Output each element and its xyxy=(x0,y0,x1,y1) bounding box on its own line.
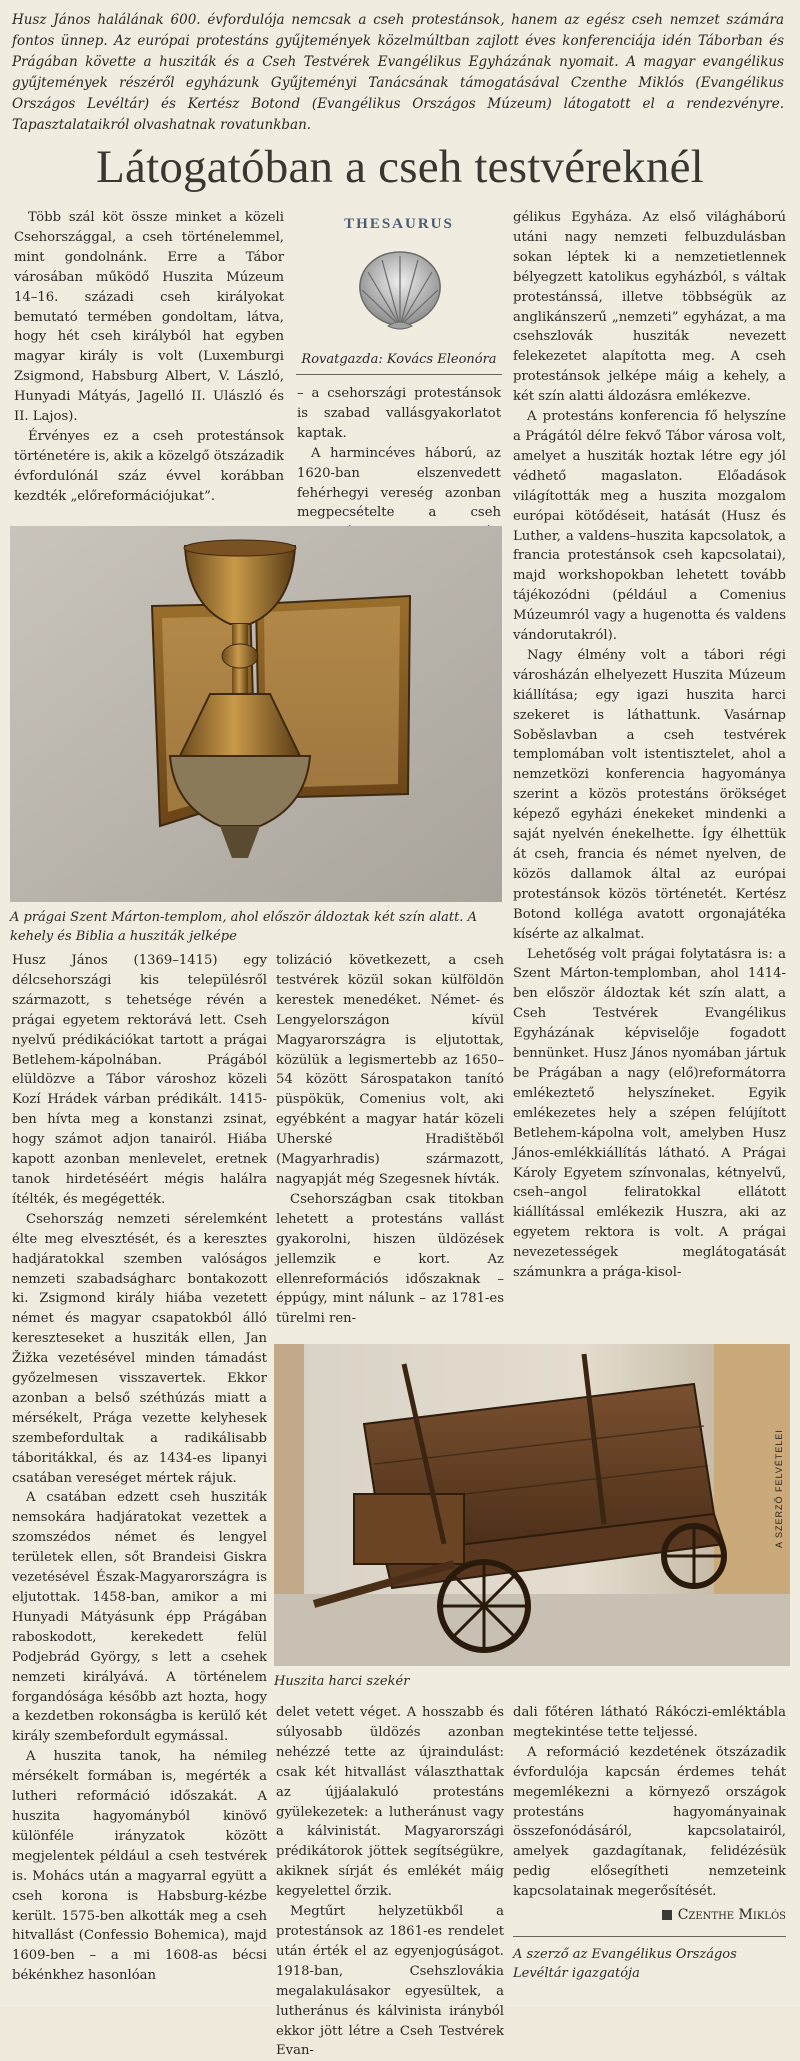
paragraph: delet vetett véget. A hosszabb és súlyosabb üldözés azonban nehézzé tette az újraindulást: csak két hitvallást választhattak az újjáalakuló protestáns gyülekezetek: a lutheránust vagy a kálvinistát. Magyarországi prédikátorok jöttek segítségükre, akiknek sírját és emlékét máig kegyelettel őrzik. xyxy=(276,1705,504,1900)
paragraph: Csehországban csak titokban lehetett a protestáns vallást gyakorolni, hiszen üldözések jellemzik e kort. Az ellenreformációs időszaknak – éppúgy, mint nálunk – az 1781-es türelmi ren- xyxy=(276,1191,504,1327)
lead-paragraph: Husz János halálának 600. évfordulója nemcsak a cseh protestánsok, hanem az egész cseh nemzet számára fontos ünnep. Az európai protestáns gyűjtemények közelmúltban zajlott éves konferenciája idén Táborban és Prágában követte a husziták és a Cseh Testvérek Evangélikus Egyházának nyomait. A magyar evangélikus gyűjtemények részéről egyházunk Gyűjteményi Tanácsának támogatásával Czenthe Miklós (Evangélikus Országos Levéltár) és Kertész Botond (Evangélikus Országos Múzeum) látogatott el a rendezvényre. Tapasztalataikról olvashatnak rovatunkban. xyxy=(12,12,784,133)
paragraph: Több szál köt össze minket a közeli Csehországgal, a cseh történelemmel, mint gondolnánk. Erre a Tábor városában működő Huszita Múzeum 14–16. századi cseh királyokat bemutató termében gondoltam, látva, hogy hét cseh királyból hat egyben magyar király is volt (Luxemburgi Zsigmond, Habsburg Albert, V. László, Hunyadi Mátyás, Jagelló II. Ulászló és II. Lajos). xyxy=(14,210,284,425)
paragraph: gélikus Egyháza. Az első világháború utáni nagy nemzeti felbuzdulásban sokan léptek ki a nemzetietlennek bélyegzett katolikus egyházból, s váltak protestánssá, illetve többségük az anglikánszerű „nemzeti” egyházat, a ma csehszlovák husziták nevezett felekezetet alapította meg. A cseh protestánsok jelképe máig a kehely, a két szín alatti áldozásra emlékezve. xyxy=(513,210,786,405)
square-icon xyxy=(662,1910,672,1920)
headline: Látogatóban a cseh testvéreknél xyxy=(96,141,704,193)
column-editor: Rovatgazda: Kovács Eleonóra xyxy=(301,352,497,367)
paragraph: Nagy élmény volt a tábori régi városházán elhelyezett Huszita Múzeum kiállítása; egy igazi huszita harci szekeret is láthattunk. Vasárnap Soběslavban a cseh testvérek templomában volt istentisztelet, ahol a nemzetközi konferencia hagyománya szerint a közös protestáns örökséget képező egyházi énekeket mindenki a saját nyelvén énekelhette. Így élhettük át cseh, francia és német nyelven, de közös dallamok által az európai protestánsok közös történetét. Kertész Botond kolléga avatott orgonajátéka kísérte az alkalmat. xyxy=(513,647,786,942)
photo-caption: Huszita harci szekér xyxy=(274,1674,410,1689)
col1-top xyxy=(14,208,284,507)
divider xyxy=(296,374,502,375)
column-name: THESAURUS xyxy=(344,216,454,232)
photo-caption: A prágai Szent Márton-templom, ahol először áldoztak két szín alatt. A kehely és Biblia a husziták jelképe xyxy=(10,910,477,944)
paragraph: Lehetőség volt prágai folytatásra is: a Szent Márton-templomban, ahol 1414-ben először áldoztak két szín alatt, a Cseh Testvérek Evangélikus Egyházának képviselője fogadott bennünket. Husz János nyomában jártuk be Prágában a nagy (elő)reformátorra emlékeztető helyszíneket. Egyik emlékezetes hely a szépen felújított Betlehem-kápolna volt, amelyben Husz János-emlékkiállítás látható. A Prágai Károly Egyetem színvonalas, kétnyelvű, cseh–angol feliratokkal ellátott kiállítással emlékezik Huszra, aki az egyetem rektora is volt. A prágai nevezetességek meglátogatását számunkra a prága-kisol- xyxy=(513,946,786,1281)
paragraph: A protestáns konferencia fő helyszíne a Prágától délre fekvő Tábor városa volt, amelyet a husziták hoztak létre egy jól védhető magaslaton. Előadások világították meg a huszita mozgalom európai kötődéseit, hatását (Husz és Luther, a valdens–huszita kapcsolatok, a francia protestánsok cseh kapcsolatai), majd workshopokban lehetett tovább tájékozódni (például a Comenius Múzeumról vagy a hugenotta és valdens vándorutakról). xyxy=(513,409,786,644)
paragraph: – a csehországi protestánsok is szabad vallásgyakorlatot kaptak. xyxy=(297,386,501,441)
author-signature xyxy=(513,1906,786,1926)
col2-mid xyxy=(276,951,504,1329)
col3-bottom xyxy=(513,1703,786,1983)
paragraph: A csatában edzett cseh husziták nemsokára hadjáratokat vezettek a szomszédos német és lengyel területek ellen, sőt Brandeisi Giskra vezetésével Észak-Magyarországra is eljutottak. 1458-ban, amikor a mi Hunyadi Mátyásunk épp Prágában raboskodott, kerekedett felül Podjebrád György, s lett a csehek nemzeti királyává. A történelem forgandósága később azt hozta, hogy a kezdetben rokonságba is kerülő két király szembefordult egymással. xyxy=(12,1490,267,1745)
chalice-bible-photo xyxy=(10,526,502,902)
paragraph: A harmincéves háború, az 1620-ban elszenvedett fehérhegyi vereség azonban megpecsételte a cseh xyxy=(297,445,501,521)
paragraph: Érvényes ez a cseh protestánsok történetére is, akik a közelgő ötszázadik évfordulónál száz évvel korábban kezdték „előreformációjukat”. xyxy=(14,428,284,504)
author-info: A szerző az Evangélikus Országos Levéltár igazgatója xyxy=(513,1946,737,1981)
photo-credit: A SZERZŐ FELVÉTELEI xyxy=(774,1429,784,1548)
author-name: Czenthe Miklós xyxy=(677,1907,786,1924)
paragraph: Megtűrt helyzetükből a protestánsok az 1861-es rendelet után érték el az egyenjogúságot. 1918-ban, Csehszlovákia megalakulásakor egyesültek, a lutheránus és kálvinista irányból ekkor jött létre a Cseh Testvérek Evan- xyxy=(276,1904,504,2059)
shell-icon xyxy=(348,244,452,332)
col2-bottom xyxy=(276,1703,504,2061)
war-wagon-photo xyxy=(274,1344,790,1666)
paragraph: dali főtéren látható Rákóczi-emléktábla megtekintése tette teljessé. xyxy=(513,1705,786,1740)
paragraph: A reformáció kezdetének ötszázadik évfordulója kapcsán érdemes tehát megemlékezni a környező országok protestáns hagyományainak összefonódásáról, kapcsolatairól, amelyek gazdagítanak, felidézésük pedig elősegítheti nemzeteink kapcsolatainak megerősítését. xyxy=(513,1744,786,1900)
paragraph: tolizáció következett, a cseh testvérek közül sokan külföldön kerestek menedéket. Német- és Lengyelországon kívül Magyarországra is eljutottak, közülük a legismertebb az 1650–54 között Sárospatakon tanító püspökük, Comenius volt, aki egyébként a magyar határ közeli Uherské Hradištěből (Magyarhradis) származott, nagyapját még Szegesnek hívták. xyxy=(276,953,504,1187)
col1-bottom xyxy=(12,951,267,1986)
paragraph: Husz János (1369–1415) egy délcsehországi kis településről származott, s tehetsége révén a prágai egyetem rektorává lett. Cseh nyelvű prédikációkat tartott a prágai Betlehem-kápolnában. Prágából elüldözve a Tábor városhoz közeli Kozí Hrádek várban prédikált. 1415-ben hívta meg a konstanzi zsinat, hogy számot adjon tanairól. Hiába kapott azonban menlevelet, eretnek tanok hirdetéséért mégis halálra ítélték, és megégették. xyxy=(12,953,267,1207)
divider xyxy=(513,1936,786,1937)
paragraph: Csehország nemzeti sérelemként élte meg elvesztését, és a keresztes hadjáratokkal szemben valóságos nemzeti szabadságharc bontakozott ki. Zsigmond király hiába vezetett német és magyar csapatokból álló kereszteseket a husziták ellen, Jan Žižka vezetésével minden támadást győzelmesen visszavertek. Ekkor azonban a belső széthúzás miatt a mérsékelt, Prága vezette kelyhesek szembefordultak a radikálisabb táboritákkal, és az 1434-es lipanyi csatában vereséget mértek rájuk. xyxy=(12,1211,267,1486)
paragraph: A huszita tanok, ha némileg mérsékelt formában is, megérték a lutheri reformáció időszakát. A huszita hagyományból kinövő különféle irányzatok között megjelentek például a cseh testvérek is. Mohács után a magyarral együtt a cseh korona is Habsburg-kézbe került. 1575-ben alkották meg a cseh hitvallást (Confessio Bohemica), majd 1609-ben – a mi 1608-as bécsi békénkhez hasonlóan xyxy=(12,1749,267,1984)
col3 xyxy=(513,208,786,1283)
